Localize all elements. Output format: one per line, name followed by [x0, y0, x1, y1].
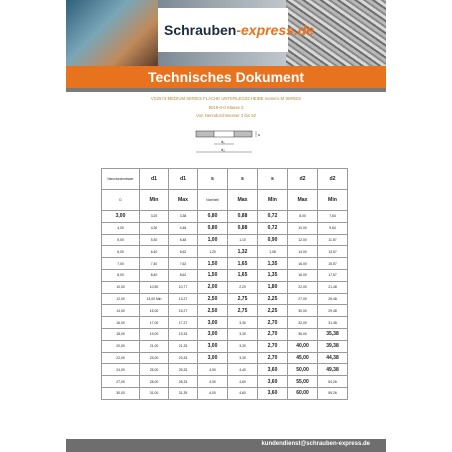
- col-header: d1: [140, 169, 169, 190]
- table-cell: 2,75: [228, 305, 258, 317]
- table-cell: 49,38: [318, 364, 348, 376]
- table-cell: 10,00: [288, 222, 318, 234]
- washer-drawing: [188, 128, 268, 162]
- table-cell: 4,00: [102, 222, 140, 234]
- table-row: [102, 364, 348, 376]
- product-range: Von Nenndurchmesser 3 bis 52: [196, 113, 256, 118]
- table-cell: 23,33: [169, 352, 198, 364]
- table-cell: 6,00: [102, 246, 140, 258]
- table-cell: 28,33: [169, 376, 198, 388]
- washer-section-right: [234, 131, 252, 137]
- table-cell: 1,20: [198, 246, 228, 258]
- table-cell: 10,77: [169, 281, 198, 293]
- table-cell: 12,00: [102, 293, 140, 305]
- col-header: s: [228, 169, 258, 190]
- table-cell: 55,00: [288, 376, 318, 388]
- table-cell: 1,80: [258, 281, 288, 293]
- table-cell: 24,00: [102, 364, 140, 376]
- dim-d1-label: d₁: [221, 139, 225, 144]
- table-cell: 3,38: [169, 211, 198, 223]
- table-cell: 4,30: [140, 222, 169, 234]
- table-cell: 27,00: [288, 293, 318, 305]
- table-cell: 13,27: [169, 293, 198, 305]
- table-cell: 36,00: [288, 328, 318, 340]
- table-cell: 7,00: [102, 258, 140, 270]
- table-cell: 2,25: [258, 293, 288, 305]
- table-cell: 4,00: [198, 376, 228, 388]
- brand-name: Schrauben: [164, 22, 237, 38]
- table-cell: 1,35: [258, 258, 288, 270]
- table-body: [102, 211, 348, 400]
- dim-s-label: s: [258, 132, 260, 137]
- table-cell: 7,64: [318, 211, 348, 223]
- table-row: [102, 352, 348, 364]
- table-cell: 30,00: [288, 305, 318, 317]
- table-cell: 1,65: [228, 258, 258, 270]
- table-cell: 3,30: [228, 328, 258, 340]
- table-cell: 15,27: [169, 305, 198, 317]
- table-cell: 35,38: [318, 328, 348, 340]
- table-cell: 45,00: [288, 352, 318, 364]
- table-cell: 2,70: [258, 340, 288, 352]
- col-subheader: Max: [228, 190, 258, 211]
- col-subheader: Max: [288, 190, 318, 211]
- table-cell: 2,00: [198, 281, 228, 293]
- table-cell: 0,90: [258, 234, 288, 246]
- table-cell: 3,00: [102, 211, 140, 223]
- col-header: s: [198, 169, 228, 190]
- table-cell: 1,10: [228, 234, 258, 246]
- table-cell: 4,40: [228, 364, 258, 376]
- table-cell: 14,00: [102, 305, 140, 317]
- table-cell: 3,20: [140, 211, 169, 223]
- col-subheader: Min: [140, 190, 169, 211]
- table-cell: 22,00: [102, 352, 140, 364]
- table-cell: 0,80: [198, 222, 228, 234]
- footer-bar: [66, 439, 386, 452]
- table-cell: 1,50: [198, 269, 228, 281]
- table-cell: 2,70: [258, 328, 288, 340]
- table-cell: 22,00: [288, 281, 318, 293]
- header-row-1: [102, 169, 348, 190]
- table-cell: 3,00: [198, 328, 228, 340]
- table-cell: 19,33: [169, 328, 198, 340]
- table-cell: 16,00: [288, 258, 318, 270]
- table-cell: 3,00: [198, 352, 228, 364]
- table-cell: 0,88: [228, 222, 258, 234]
- table-cell: 17,00: [140, 317, 169, 329]
- table-cell: 1,00: [198, 234, 228, 246]
- table-cell: 5,48: [169, 234, 198, 246]
- table-cell: 2,50: [198, 305, 228, 317]
- col-header: d2: [318, 169, 348, 190]
- table-cell: 0,88: [228, 211, 258, 223]
- table-cell: 3,30: [228, 340, 258, 352]
- table-cell: 27,00: [102, 376, 140, 388]
- header-banner: [66, 0, 386, 66]
- col-header: Nenndurchmesser: [102, 169, 140, 190]
- table-cell: 4,60: [228, 387, 258, 399]
- table-cell: 17,27: [169, 317, 198, 329]
- table-cell: 4,48: [169, 222, 198, 234]
- table-row: [102, 246, 348, 258]
- table-cell: 31,00: [140, 387, 169, 399]
- table-cell: 18,00: [102, 328, 140, 340]
- document-title: Technisches Dokument: [66, 66, 386, 88]
- table-cell: 3,30: [228, 317, 258, 329]
- table-cell: 4,60: [228, 376, 258, 388]
- table-row: [102, 305, 348, 317]
- table-cell: 1,50: [198, 258, 228, 270]
- table-cell: 50,00: [288, 364, 318, 376]
- table-cell: 23,00: [140, 352, 169, 364]
- product-title: VS2574-MEDIUM SERIES FLACHE UNTERLEGSCHEIBE numero M SERIES: [150, 96, 302, 101]
- table-cell: 21,48: [318, 281, 348, 293]
- table-cell: 44,38: [318, 352, 348, 364]
- brand-logo: [164, 22, 314, 38]
- footer-email[interactable]: kundendienst@schrauben-express.de: [261, 441, 370, 447]
- table-cell: 31,38: [318, 317, 348, 329]
- table-cell: 3,60: [258, 364, 288, 376]
- col-subheader: Min: [258, 190, 288, 211]
- table-row: [102, 281, 348, 293]
- table-row: [102, 211, 348, 223]
- table-cell: 2,50: [198, 293, 228, 305]
- table-cell: 26,48: [318, 293, 348, 305]
- table-cell: 40,00: [288, 340, 318, 352]
- divider-strip: [66, 88, 386, 92]
- dim-d2-label: d₂: [221, 147, 225, 152]
- table-cell: 16,00: [288, 269, 318, 281]
- table-cell: 0,72: [258, 211, 288, 223]
- table-cell: 15,00: [140, 305, 169, 317]
- table-cell: 2,75: [228, 293, 258, 305]
- table-cell: 14,00: [288, 246, 318, 258]
- table-row: [102, 234, 348, 246]
- table-cell: 15,57: [318, 258, 348, 270]
- washer-section-left: [196, 131, 214, 137]
- table-cell: 30,00: [102, 387, 140, 399]
- table-row: [102, 317, 348, 329]
- table-cell: 8,00: [288, 211, 318, 223]
- table-cell: 21,00: [140, 340, 169, 352]
- table-row: [102, 376, 348, 388]
- table-cell: 2,20: [228, 281, 258, 293]
- table-row: [102, 387, 348, 399]
- table-cell: 28,00: [140, 376, 169, 388]
- table-cell: 31,39: [169, 387, 198, 399]
- brand-accent: -express.de: [236, 22, 315, 38]
- table-cell: 10,00: [102, 281, 140, 293]
- header-photo-workshop: [66, 0, 158, 66]
- table-row: [102, 328, 348, 340]
- table-cell: 20,00: [102, 340, 140, 352]
- table-cell: 2,70: [258, 317, 288, 329]
- table-cell: 25,00: [140, 364, 169, 376]
- table-cell: 4,00: [198, 364, 228, 376]
- col-header: d1: [169, 169, 198, 190]
- table-cell: 6,40: [140, 246, 169, 258]
- table-cell: 8,62: [169, 269, 198, 281]
- table-cell: 2,70: [258, 352, 288, 364]
- col-subheader: Nominell: [198, 190, 228, 211]
- table-cell: 19,00: [140, 328, 169, 340]
- table-cell: 2,25: [258, 305, 288, 317]
- table-cell: 3,60: [258, 387, 288, 399]
- table-cell: 21,33: [169, 340, 198, 352]
- table-cell: 25,33: [169, 364, 198, 376]
- col-subheader: D: [102, 190, 140, 211]
- table-cell: 3,30: [228, 352, 258, 364]
- table-cell: 16,00: [102, 317, 140, 329]
- table-cell: 39,38: [318, 340, 348, 352]
- col-subheader: Max: [169, 190, 198, 211]
- table-row: [102, 340, 348, 352]
- col-header: s: [258, 169, 288, 190]
- table-cell: 29,48: [318, 305, 348, 317]
- document-page: [66, 0, 386, 452]
- table-cell: 3,60: [258, 376, 288, 388]
- col-subheader: Min: [318, 190, 348, 211]
- product-standard: 9019-0-0 Klasse 3: [208, 105, 244, 110]
- table-cell: 1,35: [258, 269, 288, 281]
- table-cell: 4,00: [198, 387, 228, 399]
- table-cell: 54,26: [318, 376, 348, 388]
- table-cell: 7,40: [140, 258, 169, 270]
- table-cell: 8,40: [140, 269, 169, 281]
- table-cell: 17,57: [318, 269, 348, 281]
- table-cell: 6,62: [169, 246, 198, 258]
- header-row-2: [102, 190, 348, 211]
- col-header: d2: [288, 169, 318, 190]
- table-cell: 11,57: [318, 234, 348, 246]
- table-cell: 1,65: [228, 269, 258, 281]
- table-cell: 9,64: [318, 222, 348, 234]
- table-row: [102, 258, 348, 270]
- table-cell: 5,30: [140, 234, 169, 246]
- table-cell: 7,62: [169, 258, 198, 270]
- table-cell: 12,00: [288, 234, 318, 246]
- table-cell: 10,50: [140, 281, 169, 293]
- table-cell: 59,26: [318, 387, 348, 399]
- table-cell: 8,00: [102, 269, 140, 281]
- dimension-table: [101, 168, 348, 400]
- table-cell: 1,08: [258, 246, 288, 258]
- table-cell: 0,80: [198, 211, 228, 223]
- table-row: [102, 222, 348, 234]
- table-cell: 0,72: [258, 222, 288, 234]
- table-cell: 13,00 Min: [140, 293, 169, 305]
- table-cell: 13,57: [318, 246, 348, 258]
- table-cell: 32,00: [288, 317, 318, 329]
- table-row: [102, 293, 348, 305]
- table-cell: 3,00: [198, 340, 228, 352]
- table-cell: 5,00: [102, 234, 140, 246]
- table-cell: 1,32: [228, 246, 258, 258]
- table-cell: 60,00: [288, 387, 318, 399]
- table-row: [102, 269, 348, 281]
- table-cell: 3,00: [198, 317, 228, 329]
